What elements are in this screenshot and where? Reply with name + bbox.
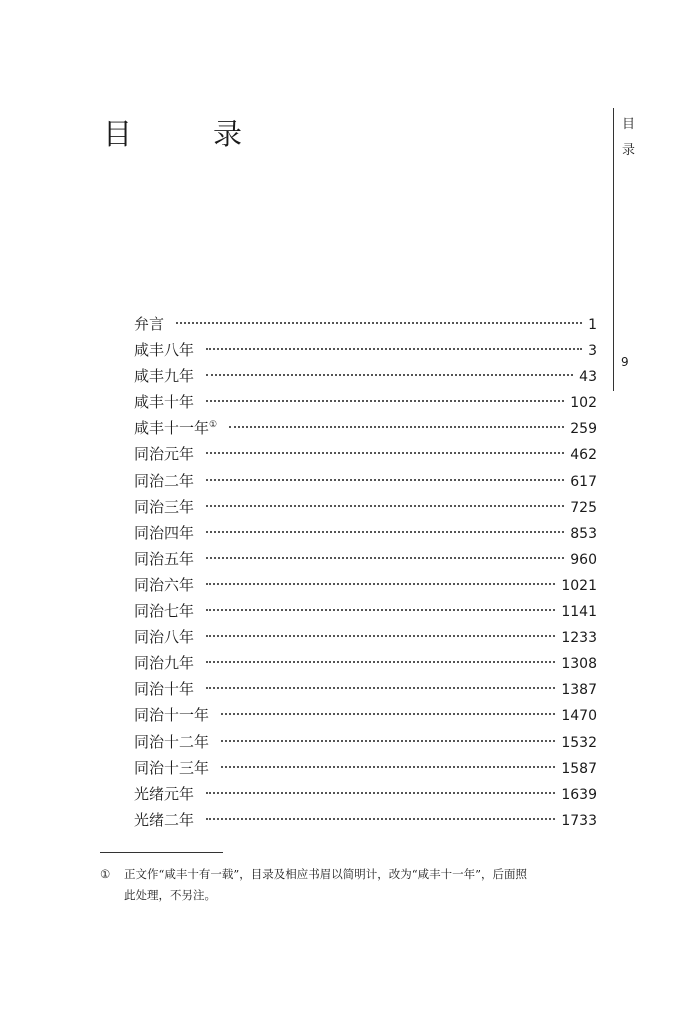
- toc-entry-label: 咸丰八年: [134, 341, 195, 360]
- toc-entry[interactable]: [134, 415, 597, 441]
- toc-entry-page: 1: [588, 317, 597, 333]
- footnote-reference[interactable]: ①: [209, 420, 218, 431]
- toc-entry-label-text: 咸丰十一年: [134, 419, 210, 438]
- toc-entry-label: 同治九年: [134, 654, 195, 673]
- toc-leader-dots: [206, 374, 573, 376]
- running-head-label: 目录: [622, 117, 636, 158]
- toc-entry-page: 617: [570, 473, 597, 490]
- toc-entry[interactable]: [134, 363, 597, 389]
- toc-entry-label: 咸丰九年: [134, 367, 195, 386]
- footnote-mark: ①: [100, 867, 111, 881]
- toc-leader-dots: [206, 400, 564, 402]
- toc-leader-dots: [206, 635, 555, 637]
- toc-entry-page: 1233: [561, 630, 597, 647]
- toc-entry-label: 光绪元年: [134, 784, 195, 803]
- page-number: 9: [621, 355, 629, 369]
- toc-entry-page: 1021: [561, 577, 597, 594]
- toc-entry-page: 960: [570, 551, 597, 568]
- toc-leader-dots: [206, 687, 555, 689]
- toc-entry-label: 同治四年: [134, 523, 195, 542]
- toc-entry[interactable]: [134, 781, 597, 807]
- toc-entry-page: 1387: [561, 682, 597, 699]
- toc-entry-label: 光绪二年: [134, 810, 195, 829]
- toc-entry[interactable]: [134, 468, 597, 494]
- toc-entry-label: 咸丰十年: [134, 393, 195, 412]
- toc-entry-label: [134, 415, 217, 441]
- toc-leader-dots: [206, 818, 555, 820]
- toc-entry[interactable]: [134, 598, 597, 624]
- toc-entry-label: 同治二年: [134, 471, 195, 490]
- toc-entry-page: 1639: [561, 786, 597, 803]
- footnote-text-line-1: 正文作“咸丰十有一载”，目录及相应书眉以简明计，改为“咸丰十一年”，后面照: [124, 867, 528, 881]
- toc-leader-dots: [206, 505, 564, 507]
- toc-entry-label: 同治六年: [134, 575, 195, 594]
- toc-entry[interactable]: [134, 494, 597, 520]
- toc-entry[interactable]: [134, 729, 597, 755]
- toc-leader-dots: [229, 426, 564, 428]
- running-head-rule: [613, 108, 614, 391]
- toc-entry[interactable]: [134, 807, 597, 833]
- toc-entry-page: 462: [570, 447, 597, 464]
- toc-entry-label: 同治十二年: [134, 732, 210, 751]
- toc-entry[interactable]: [134, 520, 597, 546]
- toc-entry[interactable]: [134, 702, 597, 728]
- toc-entry-page: 1733: [561, 812, 597, 829]
- toc-entry[interactable]: [134, 676, 597, 702]
- toc-leader-dots: [206, 479, 564, 481]
- toc-leader-dots: [206, 661, 555, 663]
- toc-entry-label: 同治三年: [134, 497, 195, 516]
- toc-leader-dots: [206, 583, 555, 585]
- toc-leader-dots: [206, 348, 582, 350]
- toc-leader-dots: [206, 531, 564, 533]
- toc-entry-page: 1141: [561, 604, 597, 621]
- toc-leader-dots: [221, 740, 555, 742]
- toc-entry[interactable]: [134, 389, 597, 415]
- toc-entry[interactable]: [134, 546, 597, 572]
- toc-entry[interactable]: [134, 755, 597, 781]
- toc-entry-label: 同治十三年: [134, 758, 210, 777]
- toc-entry-label: 同治七年: [134, 602, 195, 621]
- page-title: 目 录: [103, 117, 269, 151]
- toc-leader-dots: [206, 557, 564, 559]
- toc-entry-page: 3: [588, 343, 597, 360]
- toc-entry-label: 同治元年: [134, 445, 195, 464]
- toc-leader-dots: [221, 713, 555, 715]
- toc-leader-dots: [176, 322, 582, 324]
- toc-leader-dots: [206, 609, 555, 611]
- toc-entry-label: 弁言: [134, 315, 165, 333]
- toc-entry-label: 同治十一年: [134, 706, 210, 725]
- toc-entry-label: 同治五年: [134, 549, 195, 568]
- toc-entry-page: 725: [570, 499, 597, 516]
- toc-entry[interactable]: [134, 311, 597, 337]
- table-of-contents: [134, 311, 597, 833]
- toc-entry-page: 259: [570, 421, 597, 438]
- toc-entry-page: 1308: [561, 656, 597, 673]
- toc-entry[interactable]: [134, 337, 597, 363]
- toc-entry-page: 1470: [561, 708, 597, 725]
- footnote-rule: [100, 852, 223, 853]
- toc-entry-page: 1587: [561, 760, 597, 777]
- toc-entry-page: 102: [570, 395, 597, 412]
- toc-entry[interactable]: [134, 624, 597, 650]
- toc-entry-page: 1532: [561, 734, 597, 751]
- toc-entry-page: 43: [579, 369, 597, 386]
- toc-entry-label: 同治八年: [134, 628, 195, 647]
- toc-entry-page: 853: [570, 525, 597, 542]
- toc-entry[interactable]: [134, 650, 597, 676]
- toc-leader-dots: [206, 452, 564, 454]
- footnote: [100, 864, 600, 906]
- toc-leader-dots: [221, 766, 555, 768]
- toc-entry[interactable]: [134, 441, 597, 467]
- toc-entry-label: 同治十年: [134, 680, 195, 699]
- toc-leader-dots: [206, 792, 555, 794]
- toc-entry[interactable]: [134, 572, 597, 598]
- footnote-text-line-2: 此处理，不另注。: [124, 888, 216, 902]
